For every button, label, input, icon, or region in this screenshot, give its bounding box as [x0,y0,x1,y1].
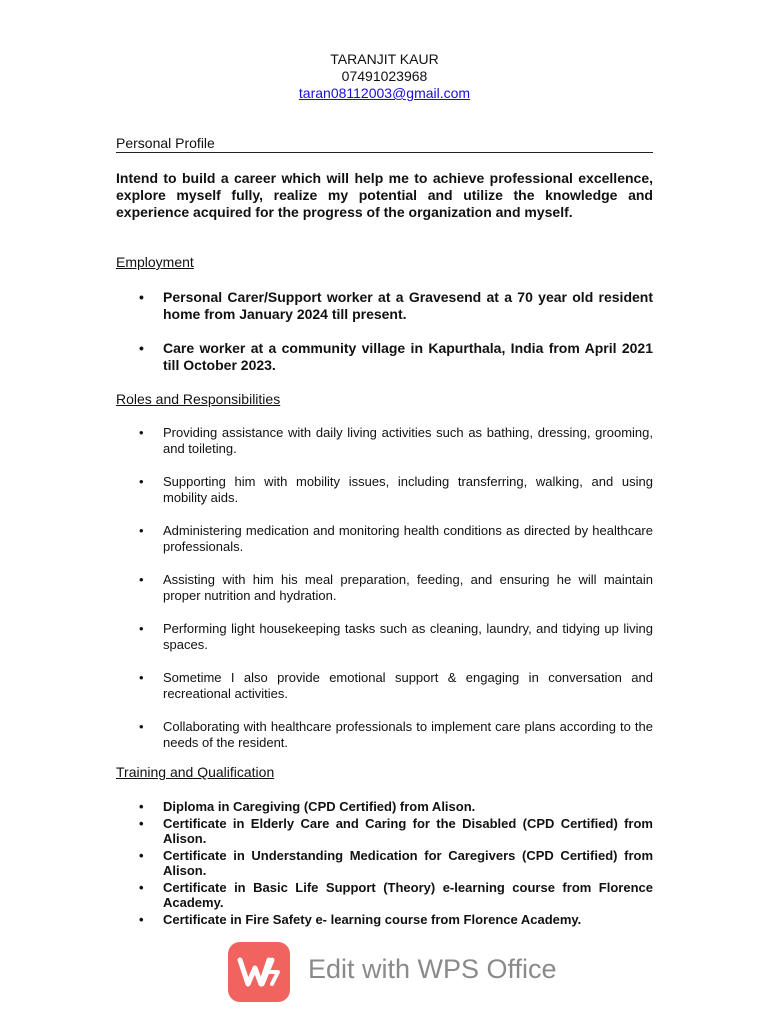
bullet-icon: • [139,289,144,305]
employment-list [116,289,653,391]
bullet-icon: • [139,799,144,814]
bullet-icon: • [139,340,144,356]
training-item-text: Diploma in Caregiving (CPD Certified) from Alison. [163,799,476,814]
list-item [116,340,653,374]
resume-header [116,51,653,102]
employment-item-text: Care worker at a community village in Kapurthala, India from April 2021 till October 2023. [163,340,653,373]
list-item [116,425,653,457]
training-list [116,799,653,928]
list-item [116,912,653,928]
phone-number: 07491023968 [341,68,428,84]
employment-heading: Employment [116,254,194,270]
personal-profile-heading: Personal Profile [116,135,653,153]
wps-watermark[interactable] [228,942,568,1002]
bullet-icon: • [139,425,144,440]
bullet-icon: • [139,572,144,587]
role-item-text: Providing assistance with daily living activities such as bathing, dressing, grooming, and toileting. [163,425,653,456]
list-item [116,523,653,555]
email-link[interactable]: taran08112003@gmail.com [298,85,471,101]
bullet-icon: • [139,911,144,927]
employment-item-text: Personal Carer/Support worker at a Gravesend at a 70 year old resident home from January 2024 till present. [163,289,653,322]
bullet-icon: • [139,719,144,734]
wps-logo-svg [228,942,290,1002]
bullet-icon: • [139,847,144,863]
training-heading: Training and Qualification [116,764,275,780]
bullet-icon: • [139,474,144,489]
role-item-text: Assisting with him his meal preparation, feeding, and ensuring he will maintain proper nutrition and hydration. [163,572,653,603]
bullet-icon: • [139,670,144,685]
list-item [116,474,653,506]
candidate-name: TARANJIT KAUR [330,51,439,67]
role-item-text: Collaborating with healthcare professionals to implement care plans according to the needs of the resident. [163,719,653,750]
list-item [116,719,653,751]
personal-profile-text: Intend to build a career which will help me to achieve professional excellence, explore myself fully, realize my potential and utilize the knowledge and experience acquired for the progress of the organization and myself. [116,170,653,220]
role-item-text: Sometime I also provide emotional support & engaging in conversation and recreational activities. [163,670,653,701]
bullet-icon: • [139,879,144,895]
bullet-icon: • [139,815,144,831]
role-item-text: Supporting him with mobility issues, including transferring, walking, and using mobility aids. [163,474,653,505]
wps-logo-icon [228,942,290,1002]
role-item-text: Performing light housekeeping tasks such as cleaning, laundry, and tidying up living spaces. [163,621,653,652]
list-item [116,670,653,702]
training-item-text: Certificate in Basic Life Support (Theory) e-learning course from Florence Academy. [163,879,653,910]
bullet-icon: • [139,621,144,636]
wps-watermark-text: Edit with WPS Office [308,954,557,984]
list-item [116,621,653,653]
list-item [116,289,653,323]
roles-list [116,425,653,768]
list-item [116,880,653,911]
list-item [116,799,653,815]
training-item-text: Certificate in Elderly Care and Caring for the Disabled (CPD Certified) from Alison. [163,815,653,846]
role-item-text: Administering medication and monitoring health conditions as directed by healthcare professionals. [163,523,653,554]
bullet-icon: • [139,523,144,538]
list-item [116,848,653,879]
list-item [116,816,653,847]
roles-heading: Roles and Responsibilities [116,391,281,407]
list-item [116,572,653,604]
training-item-text: Certificate in Fire Safety e- learning course from Florence Academy. [163,911,582,927]
training-item-text: Certificate in Understanding Medication for Caregivers (CPD Certified) from Alison. [163,847,653,878]
